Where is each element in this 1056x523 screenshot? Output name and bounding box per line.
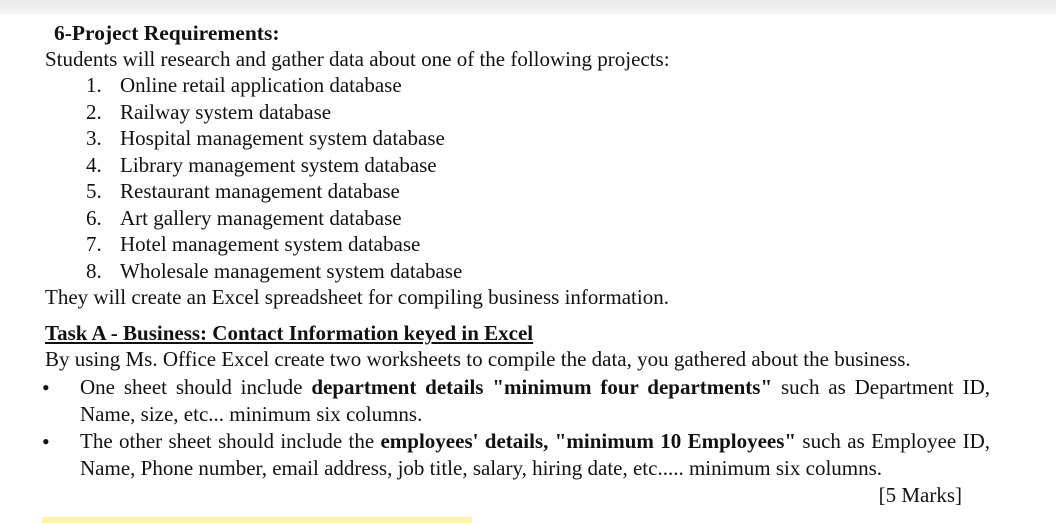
bullet-bold-text: department details "minimum four departments" [311, 375, 773, 399]
list-item [86, 258, 462, 284]
section-heading: 6-Project Requirements: [54, 21, 280, 45]
bullet-text: One sheet should include [80, 375, 312, 399]
bullet-item-department [80, 374, 990, 427]
task-description: By using Ms. Office Excel create two worksheets to compile the data, you gathered about the business. [45, 347, 911, 371]
list-label: Online retail application database [120, 73, 402, 97]
bullet-dot-icon: • [42, 375, 50, 400]
list-number: 5. [86, 179, 102, 203]
section-outro: They will create an Excel spreadsheet for compiling business information. [45, 285, 669, 309]
list-label: Wholesale management system database [120, 258, 463, 283]
section-intro: Students will research and gather data about one of the following projects: [45, 47, 670, 71]
list-item [86, 205, 402, 231]
list-label: Art gallery management database [120, 205, 402, 230]
list-label: Hotel management system database [120, 232, 421, 256]
list-number: 6. [86, 205, 102, 230]
list-number: 7. [86, 232, 102, 256]
list-number: 4. [86, 152, 102, 177]
bullet-text: such as Employee ID, Name, Phone number, email address, job title, salary, hiring date, etc..... minimum six columns. [80, 429, 990, 480]
list-label: Hospital management system database [120, 126, 445, 150]
bullet-bold-text: employees' details, "minimum 10 Employees" [380, 429, 797, 453]
bullet-text: such as Department ID, Name, size, etc... minimum six columns. [80, 375, 990, 426]
list-number: 8. [86, 258, 102, 283]
list-item [86, 178, 400, 204]
list-label: Library management system database [120, 152, 437, 177]
list-item [86, 152, 437, 178]
list-item [86, 125, 445, 151]
list-number: 3. [86, 126, 102, 150]
bullet-item-employees [80, 428, 990, 481]
list-number: 2. [86, 99, 102, 124]
list-item [86, 231, 420, 257]
highlight-fragment [42, 517, 472, 523]
marks-label: [5 Marks] [878, 483, 962, 507]
bullet-text: The other sheet should include the [80, 429, 381, 453]
list-item [86, 99, 331, 125]
list-label: Restaurant management database [120, 179, 400, 203]
list-label: Railway system database [120, 99, 332, 124]
list-number: 1. [86, 73, 102, 97]
bullet-dot-icon: • [42, 429, 50, 454]
list-item [86, 72, 402, 98]
task-heading: Task A - Business: Contact Information keyed in Excel [45, 321, 534, 345]
